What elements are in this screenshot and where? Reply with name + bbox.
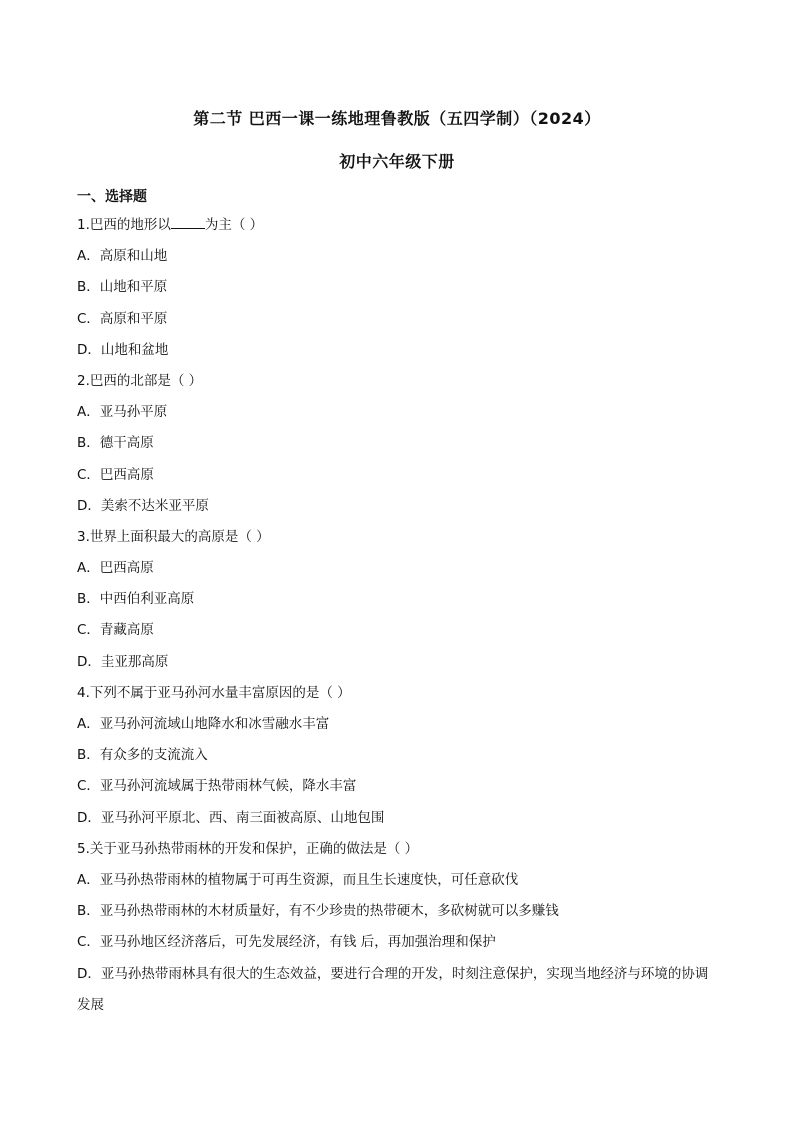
question-4-option-b: B．有众多的支流流入 xyxy=(77,747,208,764)
question-3-option-b: B．中西伯利亚高原 xyxy=(77,591,195,608)
question-1-stem xyxy=(77,210,719,241)
question-1-option-a: A．高原和山地 xyxy=(77,248,168,265)
question-1-option-c: C．高原和平原 xyxy=(77,310,168,327)
question-2-option-d: D．美索不达米亚平原 xyxy=(77,497,209,514)
answer-blank xyxy=(171,213,205,229)
question-1-option-d: D．山地和盆地 xyxy=(77,341,169,358)
question-1-stem-after: 为主（ ） xyxy=(204,217,264,233)
question-3-stem: 3.世界上面积最大的高原是（ ） xyxy=(77,528,270,545)
document-title: 第二节 巴西一课一练地理鲁教版（五四学制）（2024） xyxy=(193,109,601,128)
question-3-option-c: C．青藏高原 xyxy=(77,622,154,639)
question-5-stem: 5.关于亚马孙热带雨林的开发和保护，正确的做法是（ ） xyxy=(77,840,419,857)
question-list xyxy=(77,210,719,1021)
question-3-option-d: D．圭亚那高原 xyxy=(77,653,169,670)
question-4-option-a: A．亚马孙河流域山地降水和冰雪融水丰富 xyxy=(77,716,330,732)
question-2-option-c: C．巴西高原 xyxy=(77,466,154,483)
question-5-option-a: A．亚马孙热带雨林的植物属于可再生资源，而且生长速度快，可任意砍伐 xyxy=(77,871,519,888)
question-5-option-c: C．亚马孙地区经济落后，可先发展经济，有钱 后，再加强治理和保护 xyxy=(77,934,496,951)
question-2-option-a: A．亚马孙平原 xyxy=(77,404,168,421)
section-heading: 一、选择题 xyxy=(77,189,147,205)
question-4-stem: 4.下列不属于亚马孙河水量丰富原因的是（ ） xyxy=(77,684,351,701)
document-subtitle: 初中六年级下册 xyxy=(339,152,455,171)
question-3-option-a: A．巴西高原 xyxy=(77,560,154,577)
question-1-stem-before: 1.巴西的地形以 xyxy=(77,217,171,233)
question-5-option-b: B．亚马孙热带雨林的木材质量好，有不少珍贵的热带硬木，多砍树就可以多赚钱 xyxy=(77,903,559,920)
question-5-option-d: D．亚马孙热带雨林具有很大的生态效益，要进行合理的开发，时刻注意保护，实现当地经济与环境的协调发展 xyxy=(77,965,709,1013)
question-1-option-b: B．山地和平原 xyxy=(77,279,168,296)
question-2-option-b: B．德干高原 xyxy=(77,435,154,452)
question-4-option-c: C．亚马孙河流域属于热带雨林气候，降水丰富 xyxy=(77,778,357,795)
question-4-option-d: D．亚马孙河平原北、西、南三面被高原、山地包围 xyxy=(77,809,385,826)
question-2-stem: 2.巴西的北部是（ ） xyxy=(77,372,203,389)
